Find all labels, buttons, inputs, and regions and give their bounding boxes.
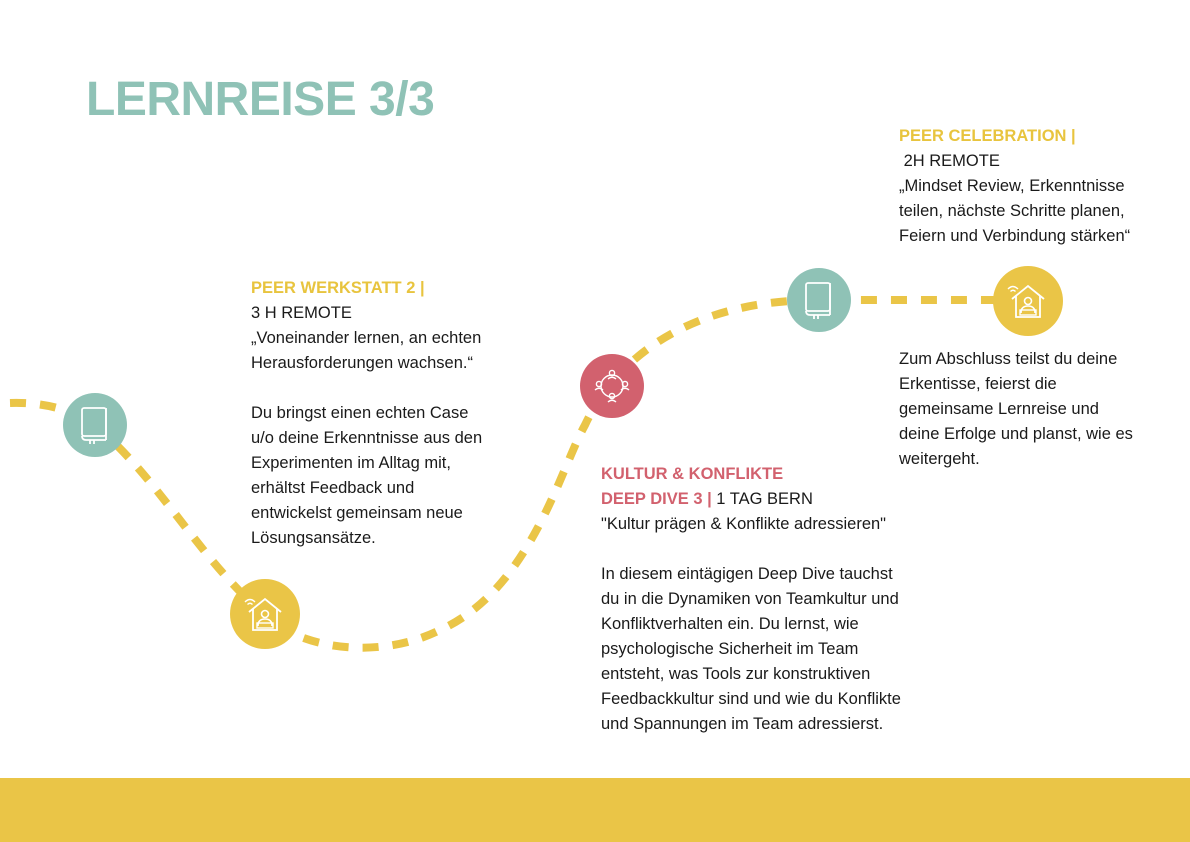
step-description-line: psychologische Sicherheit im Team: [601, 640, 859, 658]
team-network-icon: [593, 367, 631, 405]
step-quote-line: „Mindset Review, Erkenntnisse: [899, 177, 1125, 195]
step-description-line: u/o deine Erkenntnisse aus den: [251, 429, 483, 447]
step-format: 1 TAG BERN: [711, 490, 813, 508]
step-node-book-2: [787, 268, 851, 332]
step-quote-line: Feiern und Verbindung stärken“: [899, 227, 1131, 245]
step-description-line: und Spannungen im Team adressierst.: [601, 715, 884, 733]
page-title: LERNREISE 3/3: [86, 73, 435, 126]
step-node-book-1: [63, 393, 127, 457]
step-description-line: Lösungsansätze.: [251, 529, 376, 547]
step-node-home-office-1: [230, 579, 300, 649]
step-description-line: weitergeht.: [899, 450, 980, 468]
step-description-line: Erkentisse, feierst die: [899, 375, 1057, 393]
step-quote-line: „Voneinander lernen, an echten: [251, 329, 482, 347]
step-description-line: entwickelst gemeinsam neue: [251, 504, 463, 522]
step-format: 2H REMOTE: [899, 152, 1000, 170]
step-format: 3 H REMOTE: [251, 304, 352, 322]
step-node-team-network: [580, 354, 644, 418]
step-description-line: du in die Dynamiken von Teamkultur und: [601, 590, 899, 608]
step-heading: PEER CELEBRATION |: [899, 127, 1076, 145]
step-text-kultur-konflikte: [601, 462, 961, 737]
step-heading: PEER WERKSTATT 2 |: [251, 279, 425, 297]
step-description-line: Zum Abschluss teilst du deine: [899, 350, 1118, 368]
step-heading: KULTUR & KONFLIKTE: [601, 465, 784, 483]
home-office-icon: [1006, 281, 1050, 321]
step-description-line: Du bringst einen echten Case: [251, 404, 469, 422]
step-quote: "Kultur prägen & Konflikte adressieren": [601, 515, 887, 533]
step-quote-line: Herausforderungen wachsen.“: [251, 354, 473, 372]
footer-band: [0, 778, 1190, 842]
step-description-line: Konfliktverhalten ein. Du lernst, wie: [601, 615, 859, 633]
step-text-peer-celebration: [899, 124, 1179, 249]
step-description-line: Feedbackkultur sind und wie du Konflikte: [601, 690, 901, 708]
step-text-peer-celebration-description: [899, 347, 1179, 472]
step-description-line: Experimenten im Alltag mit,: [251, 454, 451, 472]
step-description-line: In diesem eintägigen Deep Dive tauchst: [601, 565, 893, 583]
step-text-peer-werkstatt: [251, 276, 551, 551]
step-description-line: gemeinsame Lernreise und: [899, 400, 1099, 418]
step-description-line: deine Erfolge und planst, wie es: [899, 425, 1133, 443]
home-office-icon: [243, 594, 287, 634]
step-description-line: erhältst Feedback und: [251, 479, 415, 497]
step-description-line: entsteht, was Tools zur konstruktiven: [601, 665, 871, 683]
step-heading: DEEP DIVE 3 |: [601, 490, 712, 508]
book-icon: [78, 406, 112, 444]
step-quote-line: teilen, nächste Schritte planen,: [899, 202, 1125, 220]
step-node-home-office-2: [993, 266, 1063, 336]
book-icon: [802, 281, 836, 319]
